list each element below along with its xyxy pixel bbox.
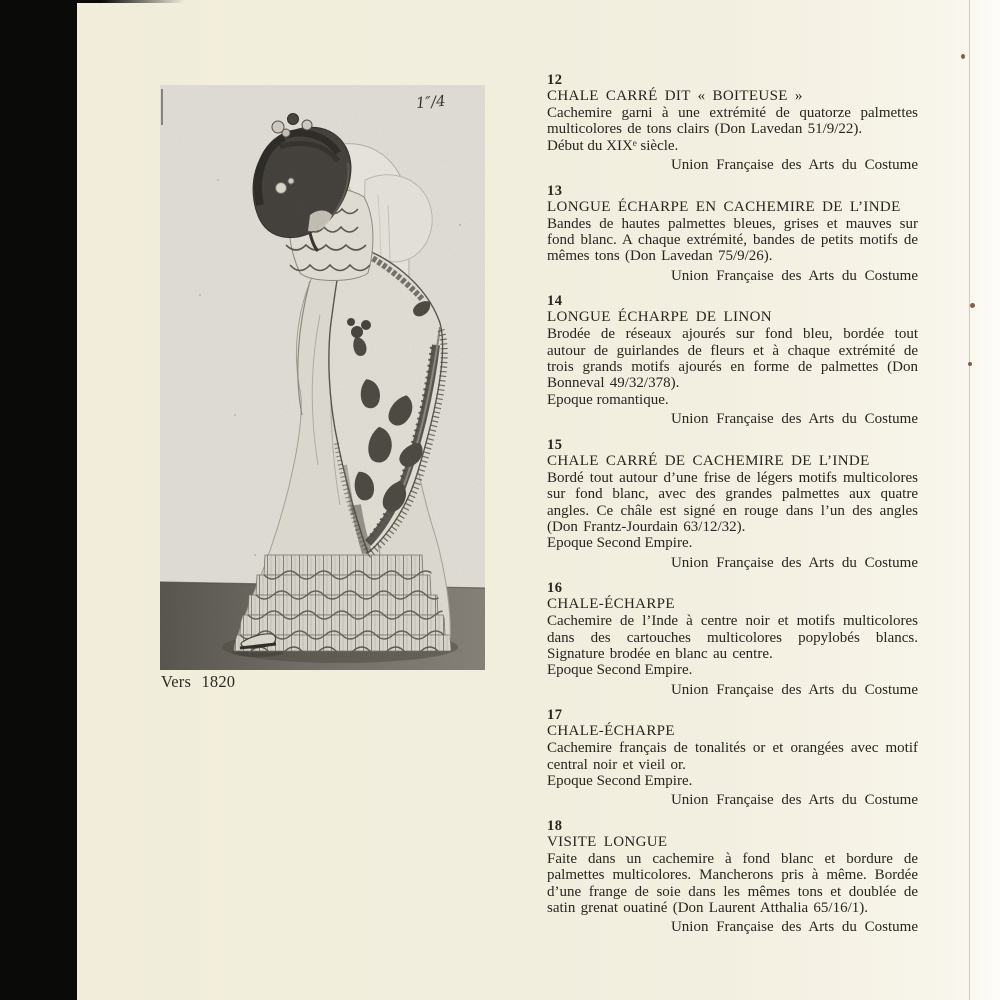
entry-period-note: Epoque romantique. bbox=[547, 391, 669, 408]
entry-description: Brodée de réseaux ajourés sur fond bleu, bordée tout autour de guirlandes de fleurs et à chaque extrémité de trois grands motifs ajourés en forme de palmettes (Don Bonneval 49/32/378). bbox=[547, 326, 918, 392]
entry-title: CHALE-ÉCHARPE bbox=[547, 723, 675, 740]
entry-description: Cachemire garni à une extrémité de quatorze palmettes multicolores de tons clairs (Don Lavedan 51/9/22). bbox=[547, 105, 918, 138]
entry-number: 18 bbox=[547, 817, 563, 834]
entry-description: Bordé tout autour d’une frise de légers motifs multicolores sur fond blanc, avec des grandes palmettes aux quatre angles. Ce châle est signé en rouge dans l’un des angles (Don Frantz-Jourdain 63/12/32). bbox=[547, 469, 918, 535]
page-crease-line bbox=[969, 0, 970, 1000]
entry-credit: Union Française des Arts du Costume bbox=[670, 554, 918, 571]
entry-number: 17 bbox=[547, 707, 563, 724]
entry-credit: Union Française des Arts du Costume bbox=[670, 919, 918, 936]
catalog-entry-14 bbox=[547, 293, 918, 427]
entry-credit: Union Française des Arts du Costume bbox=[670, 157, 918, 174]
book-spine-shadow bbox=[0, 0, 77, 1000]
entry-credit: Union Française des Arts du Costume bbox=[670, 267, 918, 284]
entry-description: Faite dans un cachemire à fond blanc et bordure de palmettes multicolores. Mancherons pris à même. Bordée d’une frange de soie dans les mêmes tons et doublée de satin grenat ouatiné (Don Laurent Atthalia 65/16/1). bbox=[547, 850, 918, 916]
entry-title: LONGUE ÉCHARPE DE LINON bbox=[547, 309, 772, 326]
catalog-entry-18 bbox=[547, 818, 918, 936]
scan-edge bbox=[0, 0, 185, 3]
rust-spot bbox=[970, 303, 975, 308]
entry-title: CHALE CARRÉ DIT « BOITEUSE » bbox=[547, 88, 803, 104]
catalog-entry-17 bbox=[547, 707, 918, 809]
entry-title: CHALE-ÉCHARPE bbox=[547, 596, 675, 613]
engraving-grain-texture bbox=[160, 85, 485, 670]
plate-annotation: 1″/4 bbox=[415, 91, 447, 113]
rust-spot bbox=[961, 54, 965, 59]
entry-title: VISITE LONGUE bbox=[547, 833, 668, 850]
entry-period-note: Epoque Second Empire. bbox=[547, 535, 693, 552]
entry-period-note: Epoque Second Empire. bbox=[547, 662, 693, 679]
catalog-entry-16 bbox=[547, 580, 918, 698]
entry-number: 15 bbox=[547, 436, 563, 453]
entry-number: 14 bbox=[547, 293, 563, 310]
entry-period-note: Début du XIXᵉ siècle. bbox=[547, 137, 679, 154]
plate-caption: Vers 1820 bbox=[161, 672, 236, 691]
catalog-entry-12 bbox=[547, 72, 918, 174]
catalog-entries bbox=[547, 72, 918, 945]
entry-title: CHALE CARRÉ DE CACHEMIRE DE L’INDE bbox=[547, 452, 870, 469]
entry-credit: Union Française des Arts du Costume bbox=[670, 681, 918, 698]
entry-period-note: Epoque Second Empire. bbox=[547, 772, 693, 789]
catalog-entry-13 bbox=[547, 183, 918, 285]
entry-credit: Union Française des Arts du Costume bbox=[670, 792, 918, 809]
entry-description: Cachemire de l’Inde à centre noir et motifs multicolores dans des cartouches multicolores popylobés blancs. Signature brodée en blanc au centre. bbox=[547, 613, 918, 662]
page-edge-highlight bbox=[975, 0, 1000, 1000]
fashion-plate-engraving bbox=[160, 85, 485, 670]
fashion-plate bbox=[160, 85, 485, 670]
catalog-page bbox=[77, 0, 1000, 1000]
entry-description: Cachemire français de tonalités or et orangées avec motif central noir et vieil or. bbox=[547, 740, 918, 773]
entry-description: Bandes de hautes palmettes bleues, grises et mauves sur fond blanc. A chaque extrémité, bandes de petits motifs de mêmes tons (Don Lavedan 75/9/26). bbox=[547, 215, 918, 265]
entry-number: 12 bbox=[547, 72, 563, 88]
entry-credit: Union Française des Arts du Costume bbox=[670, 411, 918, 428]
entry-title: LONGUE ÉCHARPE EN CACHEMIRE DE L’INDE bbox=[547, 198, 901, 215]
rust-spot bbox=[968, 362, 972, 366]
entry-number: 16 bbox=[547, 580, 563, 597]
catalog-entry-15 bbox=[547, 437, 918, 571]
entry-number: 13 bbox=[547, 182, 563, 199]
